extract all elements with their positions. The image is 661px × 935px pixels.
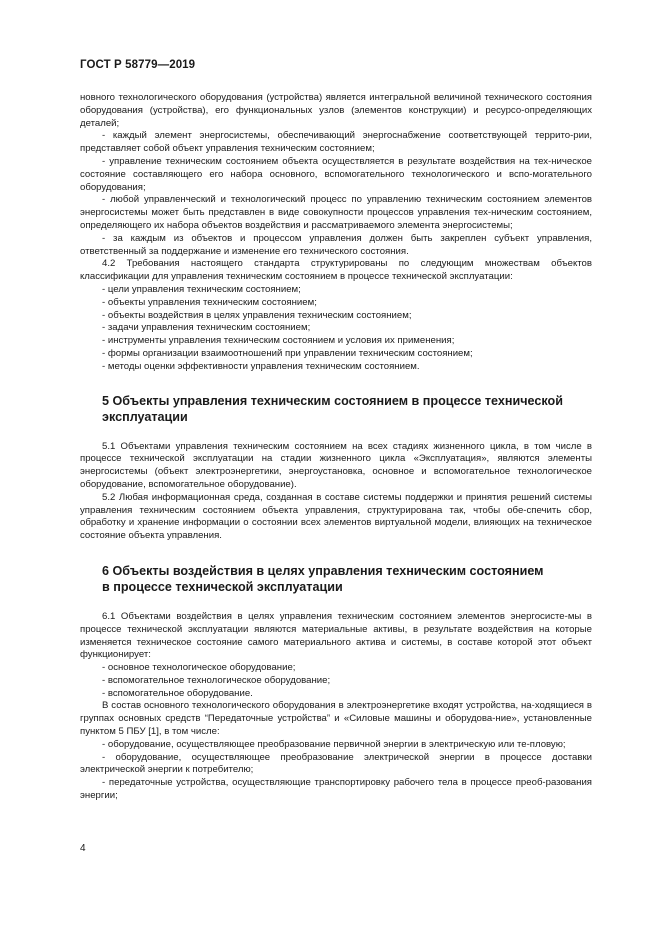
body-paragraph: - каждый элемент энергосистемы, обеспечивающий энергоснабжение соответствующей террито-рии, представляет собой объект управления техническим состоянием; [80, 130, 592, 155]
list-item: - задачи управления техническим состоянием; [102, 322, 311, 334]
body-paragraph: В состав основного технологического оборудования в электроэнергетике входят устройства, на-ходящиеся в группах основных средств “Передаточные устройства” и «Силовые машины и оборудова-ние», установленные пунктом 5 ПБУ [1], в том числе: [80, 700, 592, 738]
list-item: - основное технологическое оборудование; [102, 662, 296, 674]
list-item: - оборудование, осуществляющее преобразование электрической энергии в процессе доставки электрической энергии к потребителю; [80, 751, 592, 776]
list-item: - формы организации взаимоотношений при управлении техническим состоянием; [102, 347, 473, 359]
clause-5-2: 5.2 Любая информационная среда, созданная в составе системы поддержки и принятия решений системы управления техническим состоянием объекта управления, структурирована так, чтобы обе-спечить сбор, обработку и хранение информации о состоянии всех элементов виртуальной модели, влияющих на техническое состояние объекта управления. [80, 491, 592, 542]
list-item: - цели управления техническим состоянием; [102, 283, 301, 295]
section-5-heading [80, 393, 592, 425]
list-item: - вспомогательное оборудование. [102, 687, 253, 699]
clause-4-2: 4.2 Требования настоящего стандарта структурированы по следующим множествам объектов классификации для управления техническим состоянием в процессе технической эксплуатации: [80, 258, 592, 283]
body-paragraph: - управление техническим состоянием объекта осуществляется в результате воздействия на тех-ническое состояние составляющего его набора основного, вспомогательного технологического и вспо-могательного оборудования; [80, 155, 592, 193]
clause-5-1: 5.1 Объектами управления техническим состоянием на всех стадиях жизненного цикла, в том числе в процессе технической эксплуатации на стадии жизненного цикла «Эксплуатация», являются элементы энергосистемы (объект электроэнергетики, энергоустановка, основное и вспомогательное технологическое оборудование, вспомогательное оборудование). [80, 440, 592, 490]
page-number: 4 [80, 843, 86, 854]
section-title-line: в процессе технической эксплуатации [102, 579, 343, 594]
section-title-line: эксплуатации [102, 409, 188, 424]
section-title-line: 5 Объекты управления техническим состоянием в процессе технической [102, 393, 563, 408]
list-item: - оборудование, осуществляющее преобразование первичной энергии в электрическую или те-пловую; [102, 738, 566, 750]
list-item: - передаточные устройства, осуществляющие транспортировку рабочего тела в процессе преоб-разования энергии; [80, 777, 592, 802]
section-title-line: 6 Объекты воздействия в целях управления техническим состоянием [102, 563, 544, 578]
section-6-heading [80, 563, 592, 595]
body-paragraph: новного технологического оборудования (устройства) является интегральной величиной технического состояния оборудования (устройства), его функциональных узлов (элементов конструкции) и ресурсо-определяющих деталей; [80, 92, 592, 129]
page-body [80, 92, 592, 803]
list-item: - инструменты управления техническим состоянием и условия их применения; [102, 335, 455, 347]
list-item: - вспомогательное технологическое оборудование; [102, 674, 331, 686]
list-item: - методы оценки эффективности управления техническим состоянием. [102, 360, 420, 372]
list-item: - объекты управления техническим состоянием; [102, 296, 317, 308]
body-paragraph: - за каждым из объектов и процессом управления должен быть закреплен субъект управления, ответственный за поддержание и изменение его технического состояния. [80, 232, 592, 257]
clause-6-1: 6.1 Объектами воздействия в целях управления техническим состоянием элементов энергосисте-мы в процессе технической эксплуатации являются материальные активы, в результате воздействия на которые изменяется техническое состояние самого материального актива и системы, в составе которой этот объект функционирует: [80, 610, 592, 661]
document-code: ГОСТ Р 58779—2019 [80, 59, 196, 71]
list-item: - объекты воздействия в целях управления техническим состоянием; [102, 309, 412, 321]
body-paragraph: - любой управленческий и технологический процесс по управлению техническим состоянием элементов энергосистемы может быть представлен в виде совокупности процессов управления тех-ническим состоянием, определяющего их набора объектов воздействия и рассматриваемого элемента энергосистемы; [80, 194, 592, 231]
